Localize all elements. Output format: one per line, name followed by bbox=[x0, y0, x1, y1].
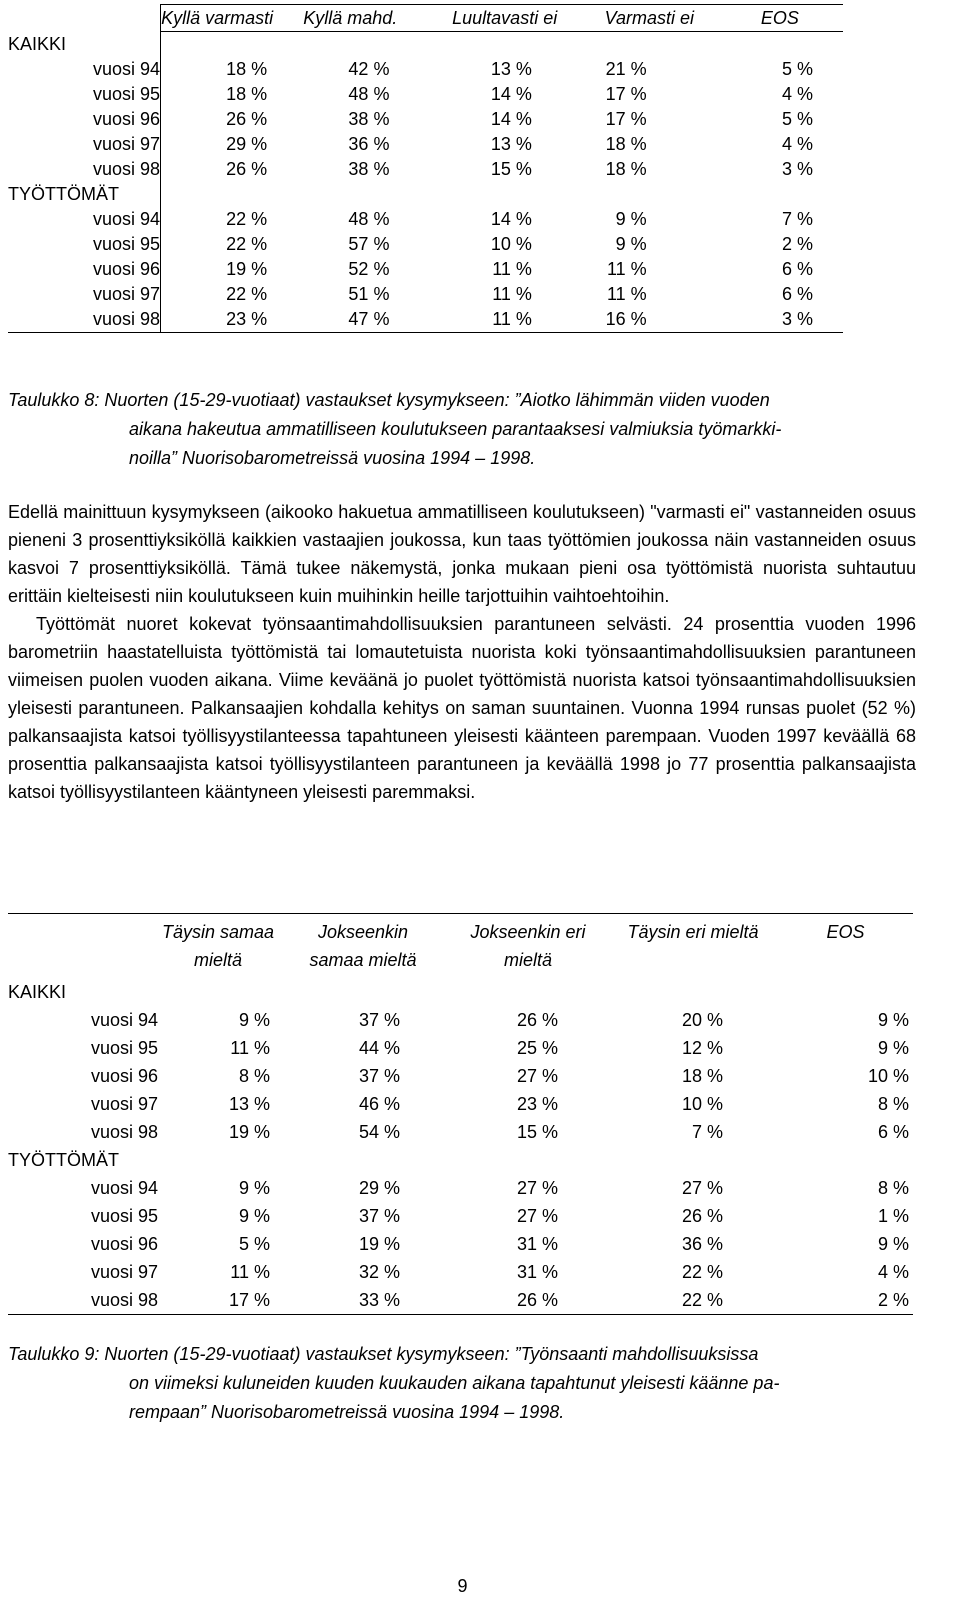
row-label: vuosi 95 bbox=[90, 1206, 158, 1226]
value-cell: 10 % bbox=[490, 234, 532, 254]
value-cell: 10 % bbox=[681, 1094, 723, 1114]
table-row bbox=[8, 1286, 913, 1315]
table-header-row bbox=[8, 914, 913, 979]
table-9-caption bbox=[8, 1340, 779, 1427]
value-cell: 4 % bbox=[877, 1262, 909, 1282]
value-cell: 22 % bbox=[226, 234, 268, 254]
value-cell: 15 % bbox=[490, 159, 532, 179]
header-line: Täysin samaa bbox=[161, 922, 275, 942]
empty-cell bbox=[448, 978, 608, 1006]
value-cell: 9 % bbox=[615, 209, 647, 229]
empty-cell bbox=[427, 182, 581, 207]
value-cell: 11 % bbox=[606, 284, 647, 304]
caption-line: noilla” Nuorisobarometreissä vuosina 1994 – 1998. bbox=[129, 448, 536, 468]
empty-cell bbox=[273, 182, 427, 207]
value-cell: 47 % bbox=[273, 307, 427, 333]
empty-cell bbox=[158, 1146, 278, 1174]
empty-cell bbox=[278, 978, 448, 1006]
value-cell: 18 % bbox=[226, 84, 268, 104]
value-cell: 11 % bbox=[606, 259, 647, 279]
value-cell: 23 % bbox=[161, 307, 274, 333]
header-line: Jokseenkin eri bbox=[470, 922, 586, 942]
value-cell: 21 % bbox=[605, 59, 647, 79]
empty-cell bbox=[161, 32, 274, 58]
header-kylla-mahd: Kyllä mahd. bbox=[273, 5, 427, 32]
empty-cell bbox=[717, 182, 843, 207]
value-cell: 44 % bbox=[358, 1038, 400, 1058]
value-cell: 1 % bbox=[877, 1206, 909, 1226]
table-row bbox=[8, 1034, 913, 1062]
empty-cell bbox=[778, 978, 913, 1006]
header-varmasti-ei: Varmasti ei bbox=[582, 5, 717, 32]
value-cell: 4 % bbox=[781, 134, 813, 154]
empty-cell bbox=[608, 1146, 778, 1174]
group-row bbox=[8, 1146, 913, 1174]
value-cell: 10 % bbox=[867, 1066, 909, 1086]
row-label: vuosi 96 bbox=[90, 1066, 158, 1086]
table-row bbox=[8, 1202, 913, 1230]
value-cell: 27 % bbox=[516, 1206, 558, 1226]
empty-cell bbox=[427, 32, 581, 58]
value-cell: 36 % bbox=[348, 134, 390, 154]
caption-line: Taulukko 9: Nuorten (15-29-vuotiaat) vastaukset kysymykseen: ”Työnsaanti mahdollisuuksissa bbox=[8, 1344, 759, 1364]
value-cell: 38 % bbox=[348, 109, 390, 129]
table-row bbox=[8, 157, 843, 182]
page-number: 9 bbox=[457, 1576, 468, 1596]
value-cell: 13 % bbox=[490, 59, 532, 79]
value-cell: 37 % bbox=[358, 1206, 400, 1226]
value-cell: 18 % bbox=[681, 1066, 723, 1086]
group-row bbox=[8, 32, 843, 58]
table-row bbox=[8, 132, 843, 157]
row-label: vuosi 98 bbox=[90, 1122, 158, 1142]
value-cell: 5 % bbox=[238, 1234, 270, 1254]
row-label: vuosi 95 bbox=[8, 232, 161, 257]
value-cell: 2 % bbox=[781, 234, 813, 254]
value-cell: 26 % bbox=[226, 109, 268, 129]
empty-cell bbox=[158, 978, 278, 1006]
value-cell: 9 % bbox=[238, 1010, 270, 1030]
row-label: vuosi 94 bbox=[90, 1010, 158, 1030]
empty-cell bbox=[278, 1146, 448, 1174]
value-cell: 26 % bbox=[448, 1286, 608, 1315]
header-jokseenkin-samaa bbox=[278, 914, 448, 979]
value-cell: 9 % bbox=[238, 1206, 270, 1226]
value-cell: 13 % bbox=[490, 134, 532, 154]
group-label: TYÖTTÖMÄT bbox=[8, 182, 161, 207]
group-row bbox=[8, 182, 843, 207]
value-cell: 11 % bbox=[230, 1038, 270, 1058]
value-cell: 37 % bbox=[358, 1010, 400, 1030]
value-cell: 7 % bbox=[781, 209, 813, 229]
value-cell: 37 % bbox=[358, 1066, 400, 1086]
group-label: TYÖTTÖMÄT bbox=[8, 1150, 119, 1170]
value-cell: 2 % bbox=[778, 1286, 913, 1315]
row-label: vuosi 98 bbox=[8, 1286, 158, 1315]
empty-cell bbox=[448, 1146, 608, 1174]
value-cell: 26 % bbox=[681, 1206, 723, 1226]
value-cell: 14 % bbox=[490, 109, 532, 129]
header-taysin-samaa bbox=[158, 914, 278, 979]
value-cell: 17 % bbox=[158, 1286, 278, 1315]
row-label: vuosi 96 bbox=[90, 1234, 158, 1254]
value-cell: 57 % bbox=[348, 234, 390, 254]
value-cell: 9 % bbox=[877, 1010, 909, 1030]
row-label: vuosi 97 bbox=[8, 132, 161, 157]
value-cell: 54 % bbox=[358, 1122, 400, 1142]
row-label: vuosi 97 bbox=[8, 282, 161, 307]
value-cell: 48 % bbox=[348, 84, 390, 104]
value-cell: 27 % bbox=[681, 1178, 723, 1198]
table-row bbox=[8, 57, 843, 82]
value-cell: 46 % bbox=[358, 1094, 400, 1114]
value-cell: 18 % bbox=[605, 159, 647, 179]
value-cell: 26 % bbox=[226, 159, 268, 179]
value-cell: 38 % bbox=[348, 159, 390, 179]
value-cell: 6 % bbox=[877, 1122, 909, 1142]
paragraph: Edellä mainittuun kysymykseen (aikooko hakuetua ammatilliseen koulutukseen) "varmasti ei" vastanneiden osuus pieneni 3 prosenttiyksiköllä kaikkien vastaajien joukossa, kun taas työttömien joukossa näin vastanneiden osuus kasvoi 7 prosenttiyksiköllä. Tämä tukee näkemystä, jonka mukaan pieni osa työttömistä nuorista suhtautuu erittäin kielteisesti niin koulutukseen kuin muihinkin heille tarjottuihin vaihtoehtoihin. bbox=[8, 502, 916, 606]
value-cell: 33 % bbox=[278, 1286, 448, 1315]
empty-cell bbox=[582, 32, 717, 58]
table-row bbox=[8, 82, 843, 107]
value-cell: 29 % bbox=[358, 1178, 400, 1198]
value-cell: 22 % bbox=[608, 1286, 778, 1315]
value-cell: 3 % bbox=[781, 159, 813, 179]
value-cell: 18 % bbox=[226, 59, 268, 79]
value-cell: 8 % bbox=[877, 1094, 909, 1114]
value-cell: 42 % bbox=[348, 59, 390, 79]
value-cell: 14 % bbox=[490, 209, 532, 229]
row-label: vuosi 98 bbox=[8, 307, 161, 333]
value-cell: 11 % bbox=[230, 1262, 270, 1282]
value-cell: 5 % bbox=[781, 109, 813, 129]
body-text bbox=[8, 498, 916, 806]
empty-cell bbox=[717, 32, 843, 58]
value-cell: 22 % bbox=[226, 209, 268, 229]
row-label: vuosi 96 bbox=[8, 107, 161, 132]
table-header-row bbox=[8, 5, 843, 32]
value-cell: 11 % bbox=[427, 307, 581, 333]
paragraph: Työttömät nuoret kokevat työnsaantimahdollisuuksien parantuneen selvästi. 24 prosenttia vuoden 1996 barometriin haastatelluista työttömistä tai lomautetuista nuorista koki työnsaantimahdollisuuksien parantuneen viimeisen puolen vuoden aikana. Viime keväänä jo puolet työttömistä nuorista katsoi työnsaantimahdollisuuksien yleisesti parantuneen. Palkansaajien kohdalla kehitys on saman suuntainen. Vuonna 1994 runsas puolet (52 %) palkansaajista katsoi työllisyystilanteessa tapahtuneen yleisesti käänteen parempaan. Vuoden 1997 keväällä 68 prosenttia palkansaajista katsoi työllisyystilanteen parantuneen ja keväällä 1998 jo 77 prosenttia palkansaajista katsoi työllisyystilanteen kääntyneen yleisesti paremmaksi. bbox=[8, 614, 916, 802]
header-empty bbox=[8, 914, 158, 979]
header-line: Jokseenkin bbox=[317, 922, 409, 942]
row-label: vuosi 97 bbox=[90, 1262, 158, 1282]
row-label: vuosi 98 bbox=[8, 157, 161, 182]
header-line: samaa mieltä bbox=[309, 950, 417, 970]
value-cell: 9 % bbox=[877, 1234, 909, 1254]
header-line: mieltä bbox=[503, 950, 552, 970]
table-row bbox=[8, 207, 843, 232]
value-cell: 22 % bbox=[681, 1262, 723, 1282]
value-cell: 9 % bbox=[877, 1038, 909, 1058]
empty-cell bbox=[161, 182, 274, 207]
value-cell: 19 % bbox=[358, 1234, 400, 1254]
table-row bbox=[8, 257, 843, 282]
value-cell: 6 % bbox=[781, 259, 813, 279]
empty-cell bbox=[778, 1146, 913, 1174]
table-row bbox=[8, 1006, 913, 1034]
header-line: mieltä bbox=[193, 950, 242, 970]
value-cell: 23 % bbox=[516, 1094, 558, 1114]
value-cell: 12 % bbox=[681, 1038, 723, 1058]
table-row bbox=[8, 307, 843, 333]
header-eos bbox=[778, 914, 913, 979]
row-label: vuosi 96 bbox=[8, 257, 161, 282]
table-8-caption bbox=[8, 386, 781, 473]
value-cell: 11 % bbox=[492, 259, 532, 279]
header-taysin-eri bbox=[608, 914, 778, 979]
value-cell: 8 % bbox=[238, 1066, 270, 1086]
empty-cell bbox=[582, 182, 717, 207]
value-cell: 22 % bbox=[226, 284, 268, 304]
value-cell: 9 % bbox=[615, 234, 647, 254]
value-cell: 11 % bbox=[492, 284, 532, 304]
table-row bbox=[8, 1174, 913, 1202]
table-row bbox=[8, 107, 843, 132]
caption-line: on viimeksi kuluneiden kuuden kuukauden aikana tapahtunut yleisesti käänne pa- bbox=[129, 1373, 780, 1393]
row-label: vuosi 95 bbox=[90, 1038, 158, 1058]
table-row bbox=[8, 1230, 913, 1258]
header-line: Täysin eri mieltä bbox=[627, 922, 759, 942]
row-label: vuosi 95 bbox=[8, 82, 161, 107]
empty-cell bbox=[608, 978, 778, 1006]
value-cell: 15 % bbox=[516, 1122, 558, 1142]
group-row bbox=[8, 978, 913, 1006]
header-empty bbox=[8, 5, 161, 32]
caption-line: aikana hakeutua ammatilliseen koulutukseen parantaaksesi valmiuksia työmarkki- bbox=[129, 419, 782, 439]
value-cell: 17 % bbox=[605, 109, 647, 129]
table-row bbox=[8, 1062, 913, 1090]
value-cell: 14 % bbox=[490, 84, 532, 104]
value-cell: 17 % bbox=[605, 84, 647, 104]
value-cell: 16 % bbox=[582, 307, 717, 333]
value-cell: 6 % bbox=[781, 284, 813, 304]
value-cell: 31 % bbox=[516, 1234, 558, 1254]
caption-line: rempaan” Nuorisobarometreissä vuosina 1994 – 1998. bbox=[129, 1402, 565, 1422]
value-cell: 18 % bbox=[605, 134, 647, 154]
value-cell: 52 % bbox=[348, 259, 390, 279]
table-row bbox=[8, 1258, 913, 1286]
value-cell: 31 % bbox=[516, 1262, 558, 1282]
row-label: vuosi 94 bbox=[8, 57, 161, 82]
table-9 bbox=[8, 913, 913, 1315]
empty-cell bbox=[273, 32, 427, 58]
value-cell: 20 % bbox=[681, 1010, 723, 1030]
value-cell: 5 % bbox=[781, 59, 813, 79]
table-row bbox=[8, 282, 843, 307]
caption-line: Taulukko 8: Nuorten (15-29-vuotiaat) vastaukset kysymykseen: ”Aiotko lähimmän viiden vuoden bbox=[8, 390, 770, 410]
header-line: EOS bbox=[826, 922, 865, 942]
group-label: KAIKKI bbox=[8, 982, 67, 1002]
table-row bbox=[8, 232, 843, 257]
value-cell: 51 % bbox=[348, 284, 390, 304]
value-cell: 27 % bbox=[516, 1066, 558, 1086]
value-cell: 7 % bbox=[691, 1122, 723, 1142]
value-cell: 4 % bbox=[781, 84, 813, 104]
value-cell: 13 % bbox=[228, 1094, 270, 1114]
row-label: vuosi 94 bbox=[8, 207, 161, 232]
row-label: vuosi 94 bbox=[90, 1178, 158, 1198]
value-cell: 8 % bbox=[877, 1178, 909, 1198]
value-cell: 9 % bbox=[238, 1178, 270, 1198]
value-cell: 19 % bbox=[228, 1122, 270, 1142]
value-cell: 48 % bbox=[348, 209, 390, 229]
table-row bbox=[8, 1118, 913, 1146]
header-kylla-varmasti: Kyllä varmasti bbox=[161, 5, 274, 32]
value-cell: 3 % bbox=[717, 307, 843, 333]
value-cell: 29 % bbox=[226, 134, 268, 154]
table-8 bbox=[8, 4, 843, 333]
value-cell: 19 % bbox=[226, 259, 268, 279]
row-label: vuosi 97 bbox=[90, 1094, 158, 1114]
group-label: KAIKKI bbox=[8, 32, 161, 58]
value-cell: 32 % bbox=[358, 1262, 400, 1282]
table-row bbox=[8, 1090, 913, 1118]
header-luultavasti-ei: Luultavasti ei bbox=[427, 5, 581, 32]
value-cell: 27 % bbox=[516, 1178, 558, 1198]
value-cell: 26 % bbox=[516, 1010, 558, 1030]
header-jokseenkin-eri bbox=[448, 914, 608, 979]
header-eos: EOS bbox=[717, 5, 843, 32]
value-cell: 25 % bbox=[516, 1038, 558, 1058]
value-cell: 36 % bbox=[681, 1234, 723, 1254]
